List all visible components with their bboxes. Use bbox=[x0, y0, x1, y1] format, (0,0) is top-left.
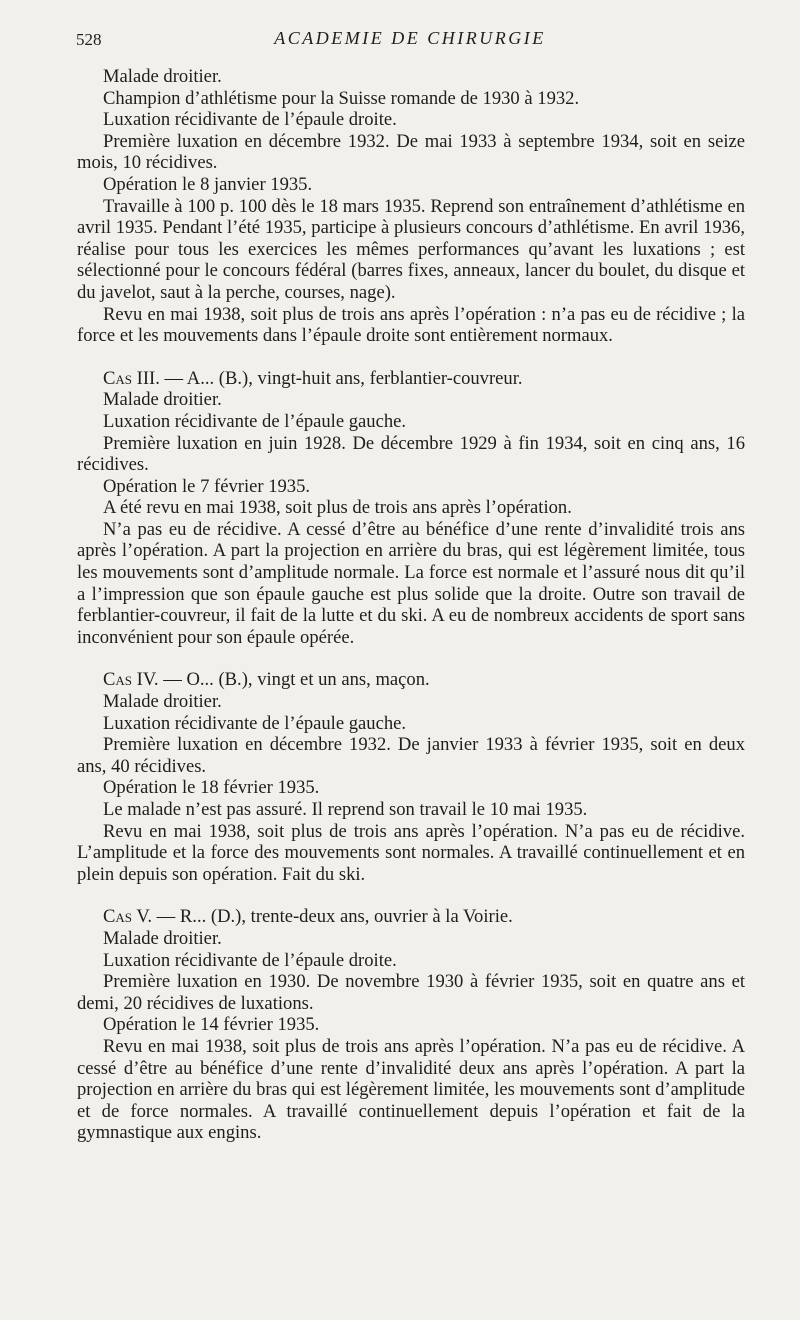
case-paragraph: N’a pas eu de récidive. A cessé d’être au bénéfice d’une rente d’invalidité trois ans après l’opération. A part la projection en arrière du bras, qui est légèrement limitée, tous les mouvements sont d’amplitude normale. La force est normale et l’assuré nous dit qu’il a l’impression que son épaule gauche est plus solide que la droite. Outre son travail de ferblantier-couvreur, il fait de la lutte et du ski. A eu de nombreux accidents de sport sans inconvénient pour son épaule opérée. bbox=[77, 518, 745, 648]
case-paragraph: Luxation récidivante de l’épaule droite. bbox=[103, 949, 397, 971]
article-body bbox=[77, 66, 745, 1144]
case-paragraph: Opération le 7 février 1935. bbox=[103, 475, 311, 497]
case-paragraph: Revu en mai 1938, soit plus de trois ans après l’opération : n’a pas eu de récidive ; la force et les mouvements dans l’épaule droite sont entièrement normaux. bbox=[77, 303, 745, 347]
case-paragraph: Opération le 8 janvier 1935. bbox=[103, 173, 313, 195]
running-head bbox=[76, 28, 744, 52]
case-label: Cas III. bbox=[103, 367, 160, 389]
case-paragraph: Luxation récidivante de l’épaule droite. bbox=[103, 109, 397, 131]
case-heading-text: — R... (D.), trente-deux ans, ouvrier à la Voirie. bbox=[152, 906, 513, 928]
case-paragraph: A été revu en mai 1938, soit plus de trois ans après l’opération. bbox=[103, 497, 572, 519]
page-number: 528 bbox=[76, 30, 102, 49]
case-paragraph: Revu en mai 1938, soit plus de trois ans après l’opération. N’a pas eu de récidive. A cessé d’être au bénéfice d’une rente d’invalidité deux ans après l’opération. A part la projection en arrière du bras qui est légèrement limitée, les mouvements sont d’amplitude et de force normales. A travaillé continuellement depuis l’opération et fait de la gymnastique aux engins. bbox=[77, 1035, 745, 1144]
case-v bbox=[77, 906, 745, 1144]
case-iii bbox=[77, 368, 745, 649]
case-iv bbox=[77, 669, 745, 885]
journal-title: ACADEMIE DE CHIRURGIE bbox=[274, 28, 546, 48]
case-paragraph: Malade droitier. bbox=[103, 389, 222, 411]
case-paragraph: Malade droitier. bbox=[103, 927, 222, 949]
case-heading-text: — O... (B.), vingt et un ans, maçon. bbox=[158, 669, 430, 691]
case-heading-text: — A... (B.), vingt-huit ans, ferblantier-couvreur. bbox=[159, 367, 523, 389]
case-paragraph: Première luxation en juin 1928. De décembre 1929 à fin 1934, soit en cinq ans, 16 récidives. bbox=[77, 432, 745, 476]
case-paragraph: Première luxation en décembre 1932. De janvier 1933 à février 1935, soit en deux ans, 40 récidives. bbox=[77, 734, 745, 777]
case-paragraph: Opération le 18 février 1935. bbox=[103, 777, 320, 799]
case-paragraph: Malade droitier. bbox=[103, 66, 222, 87]
case-label: Cas IV. bbox=[103, 669, 159, 691]
case-heading bbox=[77, 669, 745, 691]
case-paragraph: Malade droitier. bbox=[103, 691, 222, 713]
case-label: Cas V. bbox=[103, 906, 153, 928]
case-paragraph: Revu en mai 1938, soit plus de trois ans après l’opération. N’a pas eu de récidive. L’amplitude et la force des mouvements sont normales. A travaillé continuellement et en plein depuis son opération. Fait du ski. bbox=[77, 820, 745, 885]
case-paragraph: Champion d’athlétisme pour la Suisse romande de 1930 à 1932. bbox=[103, 87, 580, 109]
case-paragraph: Luxation récidivante de l’épaule gauche. bbox=[103, 410, 407, 432]
case-heading bbox=[77, 368, 745, 390]
case-paragraph: Opération le 14 février 1935. bbox=[103, 1014, 320, 1036]
case-paragraph: Travaille à 100 p. 100 dès le 18 mars 1935. Reprend son entraînement d’athlétisme en avril 1935. Pendant l’été 1935, participe à plusieurs concours d’athlétisme. En avril 1936, réalise pour tous les exercices les mêmes performances qu’avant les luxations ; est sélectionné pour le concours fédéral (barres fixes, anneaux, lancer du boulet, du disque et du javelot, saut à la perche, courses, nage). bbox=[77, 195, 745, 303]
case-paragraph: Première luxation en 1930. De novembre 1930 à février 1935, soit en quatre ans et demi, 20 récidives de luxations. bbox=[77, 971, 745, 1014]
case-ii-continuation bbox=[77, 66, 745, 347]
case-paragraph: Le malade n’est pas assuré. Il reprend son travail le 10 mai 1935. bbox=[103, 799, 588, 820]
case-paragraph: Première luxation en décembre 1932. De mai 1933 à septembre 1934, soit en seize mois, 10 récidives. bbox=[77, 130, 745, 174]
case-heading bbox=[77, 906, 745, 928]
case-paragraph: Luxation récidivante de l’épaule gauche. bbox=[103, 712, 407, 734]
